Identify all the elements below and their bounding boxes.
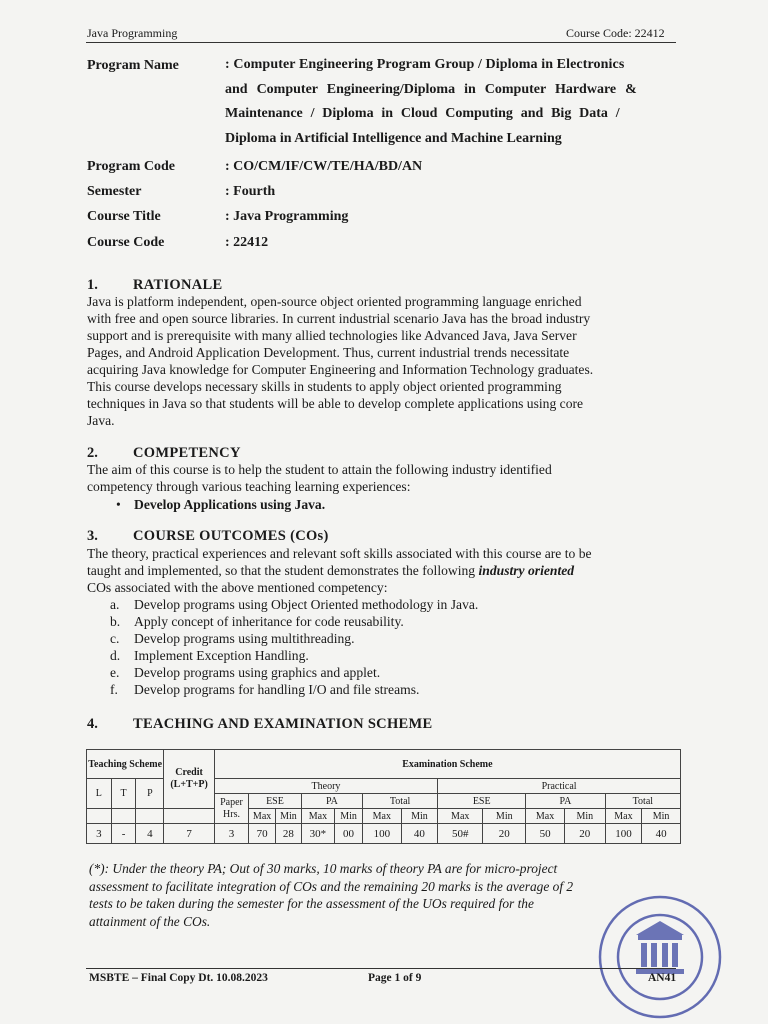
course-code-value: : 22412 — [225, 235, 269, 250]
msbte-seal-icon — [582, 885, 728, 1021]
header-course-code: Course Code: 22412 — [566, 26, 665, 40]
program-name-line: Diploma in Artificial Intelligence and Machine Learning — [225, 130, 562, 146]
section-title-competency: COMPETENCY — [133, 445, 241, 461]
table-cell: 100 — [363, 824, 402, 844]
course-title-label: Course Title — [87, 209, 161, 224]
list-text: Apply concept of inheritance for code reusability. — [134, 613, 404, 629]
teaching-scheme-header: Teaching Scheme — [87, 750, 164, 779]
header-course-name: Java Programming — [87, 26, 178, 40]
list-text: Develop programs using Object Oriented methodology in Java. — [134, 597, 479, 612]
text-line: (*): Under the theory PA; Out of 30 marks, 10 marks of theory PA are for micro-project — [89, 861, 558, 876]
list-marker: f. — [110, 681, 118, 697]
table-cell: 20 — [564, 824, 605, 844]
text-line: Pages, and Android Application Development. Thus, current industrial trends necessitate — [87, 345, 570, 360]
text-line: The theory, practical experiences and relevant soft skills associated with this course are to be — [87, 546, 592, 561]
footer-page-number: Page 1 of 9 — [368, 972, 422, 984]
spacer-cell — [87, 809, 112, 824]
practical-header: Practical — [438, 779, 681, 794]
table-cell: 50# — [438, 824, 483, 844]
min-header: Min — [564, 809, 605, 824]
min-header: Min — [483, 809, 526, 824]
table-cell: 00 — [335, 824, 363, 844]
max-header: Max — [438, 809, 483, 824]
table-cell: 28 — [276, 824, 302, 844]
program-name-line: : Computer Engineering Program Group / Diploma in Electronics — [225, 57, 625, 72]
text-line: competency through various teaching learning experiences: — [87, 479, 411, 494]
min-header: Min — [401, 809, 438, 824]
table-cell: 40 — [642, 824, 681, 844]
course-title-value: : Java Programming — [225, 209, 349, 224]
text-line: The aim of this course is to help the student to attain the following industry identified — [87, 462, 552, 477]
footer-divider — [86, 968, 676, 969]
max-header: Max — [526, 809, 565, 824]
table-cell: 30* — [301, 824, 334, 844]
credit-header: Credit (L+T+P) — [164, 750, 214, 809]
theory-pa-header: PA — [301, 794, 362, 809]
text-line: assessment to facilitate integration of COs and the remaining 20 marks is the average of 2 — [89, 878, 574, 894]
spacer-cell — [111, 809, 136, 824]
table-cell: 100 — [605, 824, 642, 844]
max-header: Max — [605, 809, 642, 824]
theory-header: Theory — [214, 779, 437, 794]
section-number: 2. — [87, 445, 98, 461]
program-name-line: and Computer Engineering/Diploma in Computer Hardware & — [225, 81, 637, 97]
program-code-value: : CO/CM/IF/CW/TE/HA/BD/AN — [225, 159, 423, 174]
emphasis-text: industry oriented — [478, 563, 575, 578]
text-line: COs associated with the above mentioned competency: — [87, 580, 388, 595]
footer-code: AN41 — [648, 972, 677, 984]
course-code-label: Course Code — [87, 235, 165, 250]
text-line: This course develops necessary skills in students to apply object oriented programming — [87, 379, 562, 394]
practical-ese-header: ESE — [438, 794, 526, 809]
teaching-examination-table — [86, 749, 681, 844]
text-span: taught and implemented, so that the student demonstrates the following — [87, 563, 479, 578]
list-marker: e. — [110, 664, 120, 680]
theory-ese-header: ESE — [249, 794, 302, 809]
list-item — [110, 665, 478, 682]
header-l: L — [87, 779, 112, 809]
examination-scheme-header: Examination Scheme — [214, 750, 680, 779]
outcome-list — [110, 597, 478, 698]
table-cell: 50 — [526, 824, 565, 844]
text-line: techniques in Java so that students will be able to develop complete applications using core — [87, 396, 584, 411]
spacer-cell — [164, 809, 214, 824]
theory-total-header: Total — [363, 794, 438, 809]
table-cell: 4 — [136, 824, 164, 844]
text-line: tests to be taken during the semester for the assessment of the UOs required for the — [89, 896, 534, 911]
semester-label: Semester — [87, 184, 142, 199]
text-line: with free and open source libraries. In current industrial scenario Java has the broad industry — [87, 311, 591, 326]
text-line: Java is platform independent, open-source object oriented programming language enriched — [87, 294, 582, 309]
list-item — [110, 631, 478, 648]
text-line: support and is prerequisite with many allied technologies like Advanced Java, Java Server — [87, 328, 577, 343]
list-text: Develop programs using multithreading. — [134, 630, 355, 646]
list-text: Develop programs for handling I/O and file streams. — [134, 681, 420, 697]
table-cell: 70 — [249, 824, 276, 844]
competency-bullet: Develop Applications using Java. — [134, 497, 326, 512]
list-marker: d. — [110, 647, 121, 663]
text-line: Java. — [87, 413, 115, 428]
section-number: 3. — [87, 528, 98, 544]
table-cell: 3 — [87, 824, 112, 844]
table-cell: 7 — [164, 824, 214, 844]
text-line: acquiring Java knowledge for Computer Engineering and Information Technology graduates. — [87, 362, 594, 377]
section-title-course-outcomes: COURSE OUTCOMES (COs) — [133, 528, 329, 544]
program-name-label: Program Name — [87, 58, 179, 73]
list-text: Implement Exception Handling. — [134, 647, 309, 663]
list-item — [110, 614, 478, 631]
text-line — [87, 562, 675, 579]
min-header: Min — [642, 809, 681, 824]
table-cell: 20 — [483, 824, 526, 844]
section-title-scheme: TEACHING AND EXAMINATION SCHEME — [133, 716, 433, 732]
competency-paragraph — [87, 461, 675, 495]
header-p: P — [136, 779, 164, 809]
program-name-value — [225, 53, 677, 151]
header-divider — [86, 42, 676, 43]
table-cell: 3 — [214, 824, 248, 844]
list-marker: b. — [110, 613, 121, 629]
list-item — [110, 682, 478, 699]
program-code-label: Program Code — [87, 159, 175, 174]
semester-value: : Fourth — [225, 184, 276, 199]
footer-copy-date: MSBTE – Final Copy Dt. 10.08.2023 — [89, 972, 268, 984]
spacer-cell — [136, 809, 164, 824]
list-marker: c. — [110, 630, 120, 646]
section-title-rationale: RATIONALE — [133, 277, 223, 293]
min-header: Min — [276, 809, 302, 824]
bullet-icon: • — [116, 497, 121, 512]
max-header: Max — [249, 809, 276, 824]
list-item — [110, 648, 478, 665]
practical-total-header: Total — [605, 794, 680, 809]
rationale-paragraph — [87, 293, 675, 429]
table-cell: - — [111, 824, 136, 844]
max-header: Max — [301, 809, 334, 824]
practical-pa-header: PA — [526, 794, 605, 809]
paper-hrs-header: Paper Hrs. — [214, 794, 248, 824]
header-t: T — [111, 779, 136, 809]
max-header: Max — [363, 809, 402, 824]
program-name-line: Maintenance / Diploma in Cloud Computing and Big Data / — [225, 106, 620, 121]
min-header: Min — [335, 809, 363, 824]
section-number: 1. — [87, 277, 98, 293]
list-marker: a. — [110, 597, 120, 612]
course-outcomes-paragraph — [87, 545, 675, 596]
table-cell: 40 — [401, 824, 438, 844]
list-item — [110, 597, 478, 614]
text-line: attainment of the COs. — [89, 913, 211, 929]
section-number: 4. — [87, 716, 98, 732]
list-text: Develop programs using graphics and applet. — [134, 664, 381, 680]
